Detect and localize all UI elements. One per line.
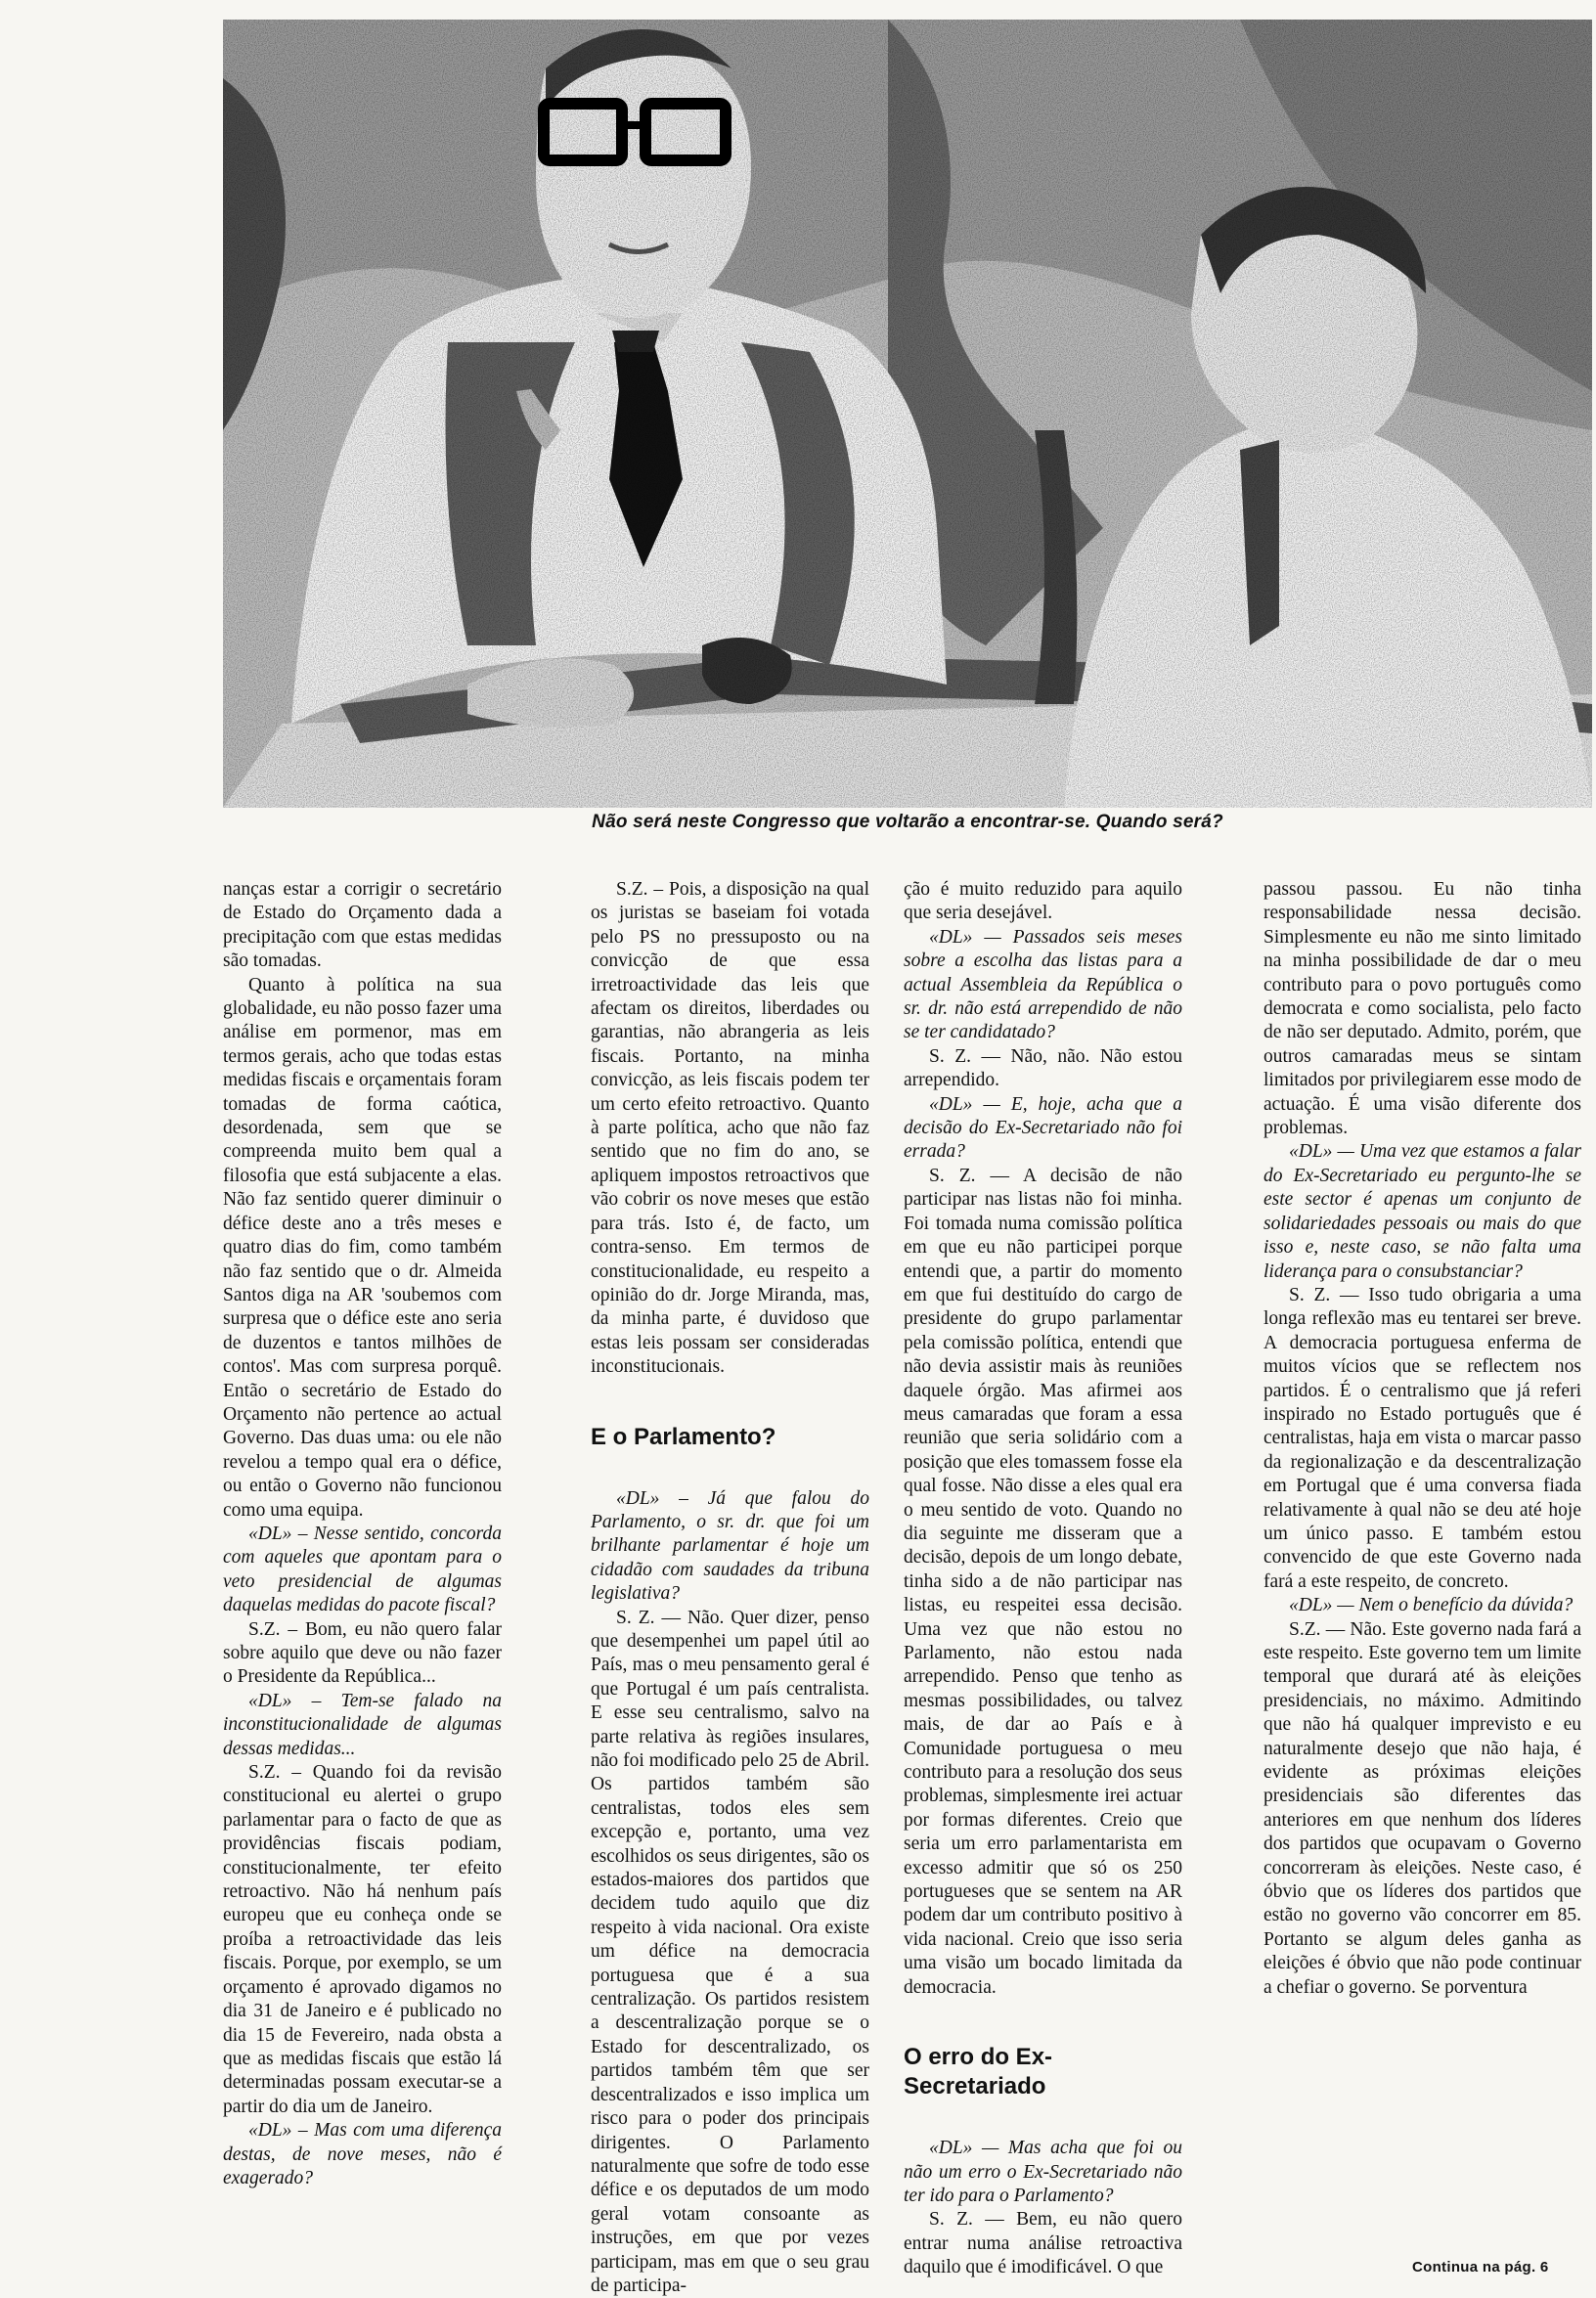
paragraph: Quanto à política na sua globalidade, eu não posso fazer uma análise em pormenor, mas em termos gerais, acho que todas estas medidas fiscais e orçamentais foram tomadas de forma caótica, desordenada, sem que se compreenda muito bem qual a filosofia que está subjacente a elas. Não faz sentido querer diminuir o défice deste ano a três meses e quatro dias do fim, como também não faz sentido que o dr. Almeida Santos diga na AR 'soubemos com surpresa que o défice este ano seria de duzentos e tantos milhões de contos'. Mas com surpresa porquê. Então o secretário de Estado do Orçamento não pertence ao actual Governo. Das duas uma: ou ele não revelou a tempo qual era o défice, ou então o Governo não funcionou como uma equipa. — [223, 974, 502, 1521]
interview-question: «DL» — Uma vez que estamos a falar do Ex-Secretariado eu pergunto-lhe se este sector é apenas um conjunto de solidariedades pessoais ou mais do que isso e, neste caso, se não falta uma liderança para o consubstanciar? — [1264, 1141, 1581, 1282]
paragraph: S.Z. – Bom, eu não quero falar sobre aquilo que deve ou não fazer o Presidente da República... — [223, 1618, 502, 1688]
interview-question: «DL» – Mas com uma diferença destas, de nove meses, não é exagerado? — [223, 2120, 502, 2188]
article-column-1 — [223, 878, 502, 2247]
paragraph: nanças estar a corrigir o secretário de Estado do Orçamento dada a precipitação com que estas medidas são tomadas. — [223, 879, 502, 972]
paragraph: S. Z. — Não, não. Não estou arrependido. — [904, 1045, 1182, 1091]
section-heading: E o Parlamento? — [591, 1423, 776, 1450]
paragraph: passou passou. Eu não tinha responsabilidade nessa decisão. Simplesmente eu não me sinto limitado na minha possibilidade de dar o meu contributo para o povo português como democrata e como socialista, pelo facto de não ser deputado. Admito, porém, que outros camaradas meus se sintam limitados por privilegiarem esse modo de actuação. É uma visão diferente dos problemas. — [1264, 879, 1581, 1139]
interview-question: «DL» – Nesse sentido, concorda com aqueles que apontam para o veto presidencial de algumas daquelas medidas do pacote fiscal? — [223, 1523, 502, 1616]
interview-question: «DL» – Tem-se falado na inconstitucionalidade de algumas dessas medidas... — [223, 1690, 502, 1759]
paragraph: S.Z. — Não. Este governo nada fará a este respeito. Este governo tem um limite temporal que durará até às eleições presidenciais, no máximo. Admitindo que não há qualquer imprevisto e eu naturalmente desejo que não haja, é evidente as próximas eleições presidenciais são diferentes das anteriores em que nenhum dos líderes dos partidos que ocupavam o Governo concorreram às eleições. Neste caso, é óbvio que os líderes dos partidos que estão no governo vão concorrer em 85. Portanto se algum deles ganha as eleições é óbvio que não pode continuar a chefiar o governo. Se porventura — [1264, 1618, 1581, 1998]
article-column-4 — [1264, 878, 1581, 2247]
interview-question: «DL» — Passados seis meses sobre a escolha das listas para a actual Assembleia da República o sr. dr. não está arrependido de não se ter candidatado? — [904, 926, 1182, 1043]
newspaper-photo-icon — [223, 20, 1592, 808]
interview-question: «DL» — Nem o benefício da dúvida? — [1289, 1595, 1574, 1616]
paragraph: S. Z. — Bem, eu não quero entrar numa análise retroactiva daquilo que é imodificável. O que — [904, 2209, 1182, 2278]
section-heading: O erro do Ex-Secretariado — [904, 2044, 1053, 2100]
paragraph: S. Z. — Não. Quer dizer, penso que desempenhei um papel útil ao País, mas o meu pensamento geral é que Portugal é um país centralista. E esse seu centralismo, salvo na parte relativa às regiões insulares, não foi modificado pelo 25 de Abril. Os partidos também são centralistas, todos eles sem excepção e, portanto, uma vez escolhidos os seus dirigentes, são os estados-maiores dos partidos que decidem tudo aquilo que diz respeito à vida nacional. Ora existe um défice na democracia portuguesa que é a sua centralização. Os partidos resistem a descentralização porque se o Estado for descentralizado, os partidos também têm que ser descentralizados e isso implica um risco para o poder dos principais dirigentes. O Parlamento naturalmente que sofre de todo esse défice e os deputados de um modo geral votam consoante as instruções, em que por vezes participam, mas em que o seu grau de participa- — [591, 1607, 869, 2296]
paragraph: S.Z. – Pois, a disposição na qual os juristas se baseiam foi votada pelo PS no pressuposto ou na convicção de que essa irretroactividade das leis que afectam os direitos, liberdades ou garantias, não abrangeria as leis fiscais. Portanto, na minha convicção, as leis fiscais podem ter um certo efeito retroactivo. Quanto à parte política, acho que não faz sentido que no fim do ano, se apliquem impostos retroactivos que vão cobrir os nove meses que estão para trás. Isto é, de facto, um contra-senso. Em termos de constitucionalidade, eu respeito a opinião do dr. Jorge Miranda, mas, da minha parte, é duvidoso que estas leis possam ser consideradas inconstitucionais. — [591, 879, 869, 1378]
continued-on-page-note: Continua na pág. 6 — [1412, 2259, 1549, 2276]
article-column-2 — [591, 878, 869, 2296]
interview-question: «DL» – Já que falou do Parlamento, o sr. dr. que foi um brilhante parlamentar é hoje um cidadão com saudades da tribuna legislativa? — [591, 1487, 869, 1605]
paragraph: S. Z. — A decisão de não participar nas listas não foi minha. Foi tomada numa comissão política em que eu não participei porque entendi que, a partir do momento em que fui destituído do cargo de presidente do grupo parlamentar pela comissão política, entendi que não devia assistir mais às reuniões daquele órgão. Mas afirmei aos meus camaradas que foram a essa reunião que seria solidário com a posição que eles tomassem fosse ela qual fosse. Não disse a eles qual era o meu sentido de voto. Quando no dia seguinte me disseram que a decisão, depois de um longo debate, tinha sido a de não participar nas listas, eu respeitei essa decisão. Uma vez que não estou no Parlamento, não estou nada arrependido. Penso que tenho as mesmas possibilidades, ou talvez mais, de dar ao País e à Comunidade portuguesa o meu contributo para a resolução dos seus problemas, simplesmente irei actuar por formas diferentes. Creio que seria um erro parlamentarista em excesso admitir que só os 250 portugueses que se sentem na AR podem dar um contributo positivo à vida nacional. Creio que isso seria uma visão um bocado limitada da democracia. — [904, 1165, 1182, 1998]
paragraph: S.Z. – Quando foi da revisão constitucional eu alertei o grupo parlamentar para o facto de que as providências fiscais podiam, constitucionalmente, ter efeito retroactivo. Não há nenhum país europeu que eu conheça onde se proíba a retroactividade das leis fiscais. Porque, por exemplo, se um orçamento é aprovado digamos no dia 31 de Janeiro e é publicado no dia 15 de Fevereiro, nada obsta a que as medidas fiscais que estão lá determinadas possam executar-se a partir do dia um de Janeiro. — [223, 1762, 502, 2117]
paragraph: S. Z. — Isso tudo obrigaria a uma longa reflexão mas eu tentarei ser breve. A democracia portuguesa enferma de muitos vícios que se reflectem nos partidos. É o centralismo que já referi inspirado no Estado português que é centralistas, haja em vista o marcar passo da regionalização e da descentralização em Portugal que é uma conversa fiada relativamente à qual não se deu até hoje um único passo. E também estou convencido de que este Governo nada fará a este respeito, de concreto. — [1264, 1284, 1581, 1592]
interview-question: «DL» — E, hoje, acha que a decisão do Ex-Secretariado não foi errada? — [904, 1093, 1182, 1163]
paragraph: ção é muito reduzido para aquilo que seria desejável. — [904, 879, 1182, 924]
photo-caption: Não será neste Congresso que voltarão a encontrar-se. Quando será? — [592, 812, 1223, 832]
photo — [223, 20, 1592, 808]
interview-question: «DL» — Mas acha que foi ou não um erro o Ex-Secretariado não ter ido para o Parlamento? — [904, 2138, 1182, 2206]
article-column-3 — [904, 878, 1182, 2278]
